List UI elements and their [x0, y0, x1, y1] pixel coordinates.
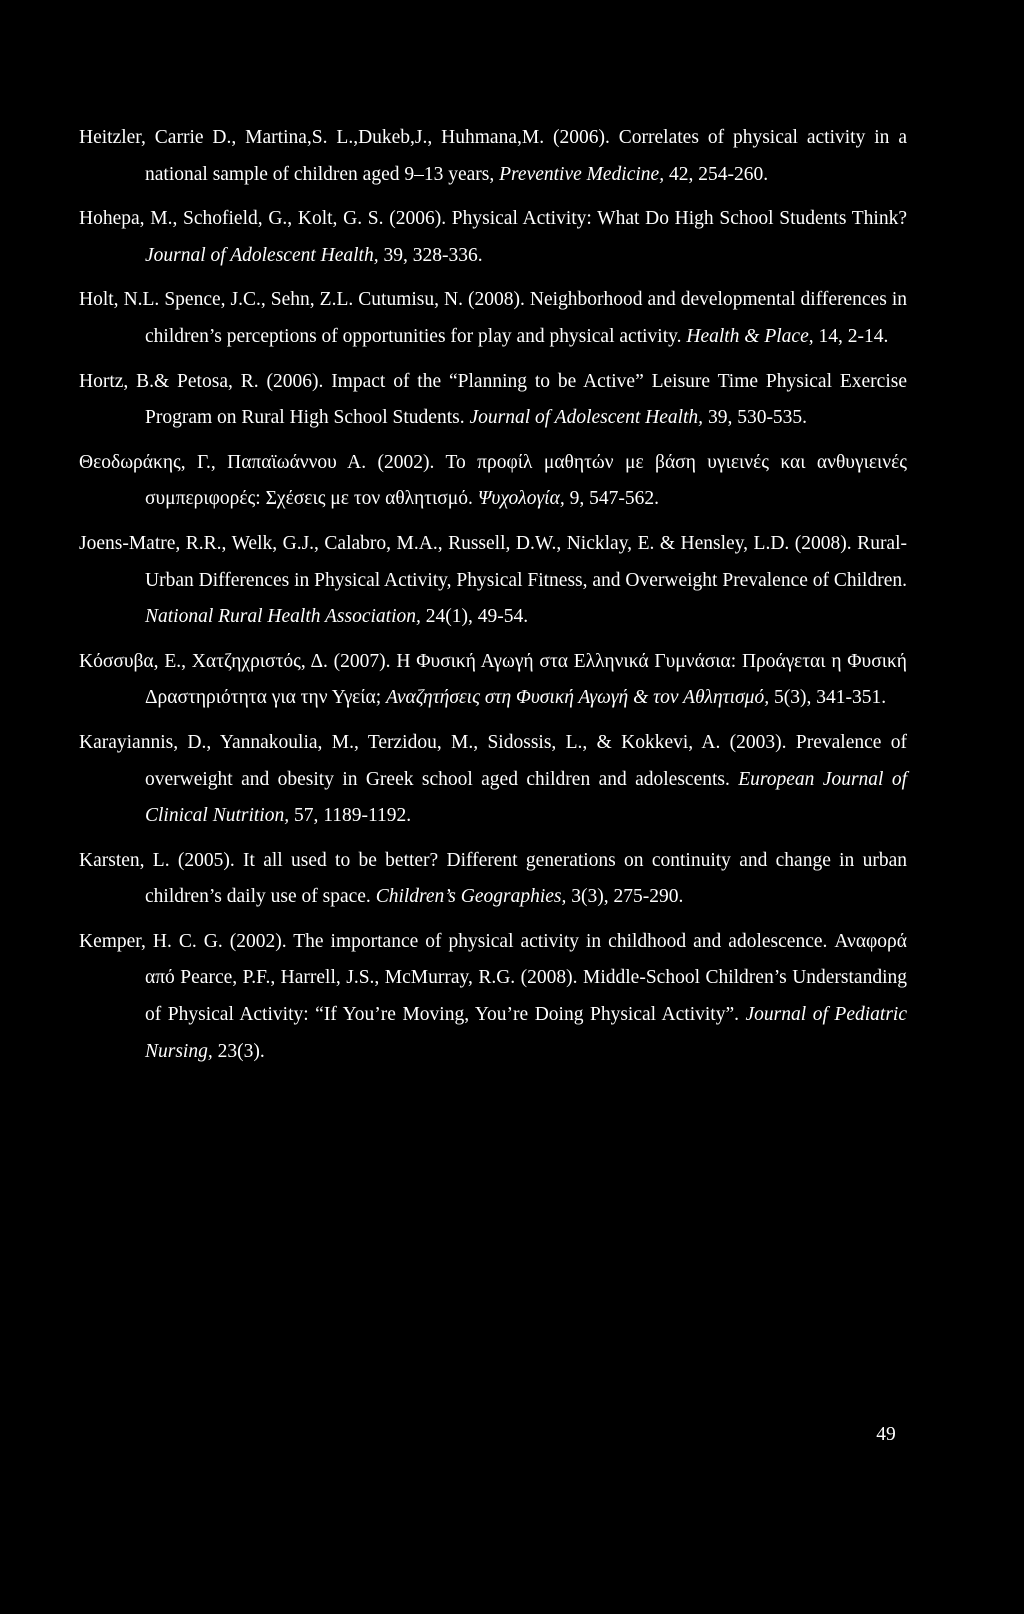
reference-text: , 14, 2-14.	[808, 325, 889, 347]
reference-entry	[79, 445, 907, 518]
reference-text: 3(3), 275-290.	[566, 886, 684, 908]
reference-text: 9, 547-562.	[564, 488, 659, 510]
page-number: 49	[876, 1424, 896, 1445]
reference-text: Θεοδωράκης, Γ., Παπαϊωάννου Α. (2002). Το προφίλ μαθητών με βάση υγιεινές και ανθυγιεινές συμπεριφορές: Σχέσεις με τον αθλητισμό.	[79, 451, 907, 510]
reference-source-title: Journal of Adolescent Health,	[145, 244, 379, 266]
reference-text: 24(1), 49-54.	[420, 606, 529, 628]
reference-source-title: Ψυχολογία,	[477, 488, 565, 510]
reference-text: Karayiannis, D., Yannakoulia, M., Terzidou, M., Sidossis, L., & Kokkevi, A. (2003). Prevalence of overweight and obesity in Greek school aged children and adolescents.	[79, 731, 907, 790]
reference-text: Κόσσυβα, Ε., Χατζηχριστός, Δ. (2007). Η Φυσική Αγωγή στα Ελληνικά Γυμνάσια: Προάγεται η Φυσική Δραστηριότητα για την Υγεία;	[79, 650, 907, 709]
reference-entry	[79, 526, 907, 636]
reference-text: 57, 1189-1192.	[289, 805, 412, 827]
reference-entry	[79, 843, 907, 916]
reference-text: Kemper, H. C. G. (2002). The importance of physical activity in childhood and adolescence. Αναφορά από Pearce, P.F., Harrell, J.S., McMurray, R.G. (2008). Middle-School Children’s Understanding of Physical Activity: “If You’re Moving, You’re Doing Physical Activity”.	[79, 930, 907, 1026]
reference-list	[79, 120, 907, 1078]
reference-text: 5(3), 341-351.	[769, 687, 887, 709]
reference-source-title: Journal of Pediatric Nursing,	[145, 1004, 907, 1062]
reference-text: Joens-Matre, R.R., Welk, G.J., Calabro, M.A., Russell, D.W., Nicklay, E. & Hensley, L.D. (2008). Rural-Urban Differences in Physical Activity, Physical Fitness, and Overweight Prevalence of Children.	[79, 532, 907, 591]
reference-text: 23(3).	[212, 1040, 265, 1062]
reference-source-title: Health & Place	[686, 325, 809, 347]
reference-entry	[79, 282, 907, 355]
reference-entry	[79, 725, 907, 835]
reference-text: 39, 328-336.	[378, 244, 483, 266]
reference-text: Holt, N.L. Spence, J.C., Sehn, Z.L. Cutumisu, N. (2008). Neighborhood and developmental differences in children’s perceptions of opportunities for play and physical activity.	[79, 289, 907, 347]
reference-source-title: National Rural Health Association,	[145, 606, 421, 628]
reference-text: Hohepa, M., Schofield, G., Kolt, G. S. (2006). Physical Activity: What Do High School Students Think?	[79, 208, 907, 230]
reference-text: Hortz, B.& Petosa, R. (2006). Impact of the “Planning to be Active” Leisure Time Physical Exercise Program on Rural High School Students.	[79, 370, 907, 429]
reference-text: 39, 530-535.	[703, 407, 808, 429]
reference-entry	[79, 924, 907, 1070]
reference-entry	[79, 364, 907, 437]
reference-text: Karsten, L. (2005). It all used to be better? Different generations on continuity and change in urban children’s daily use of space.	[79, 849, 907, 908]
reference-text: Heitzler, Carrie D., Martina,S. L.,Dukeb,J., Huhmana,M. (2006). Correlates of physical activity in a national sample of children aged 9–13 years,	[79, 127, 907, 185]
reference-entry	[79, 120, 907, 193]
reference-entry	[79, 644, 907, 717]
reference-source-title: Αναζητήσεις στη Φυσική Αγωγή & τον Αθλητισμό,	[386, 687, 770, 709]
reference-entry	[79, 201, 907, 274]
reference-source-title: Journal of Adolescent Health,	[469, 407, 704, 429]
reference-source-title: Children’s Geographies,	[375, 886, 567, 908]
reference-text: 42, 254-260.	[664, 163, 769, 185]
reference-source-title: Preventive Medicine,	[499, 163, 665, 185]
reference-source-title: European Journal of Clinical Nutrition,	[145, 768, 907, 827]
